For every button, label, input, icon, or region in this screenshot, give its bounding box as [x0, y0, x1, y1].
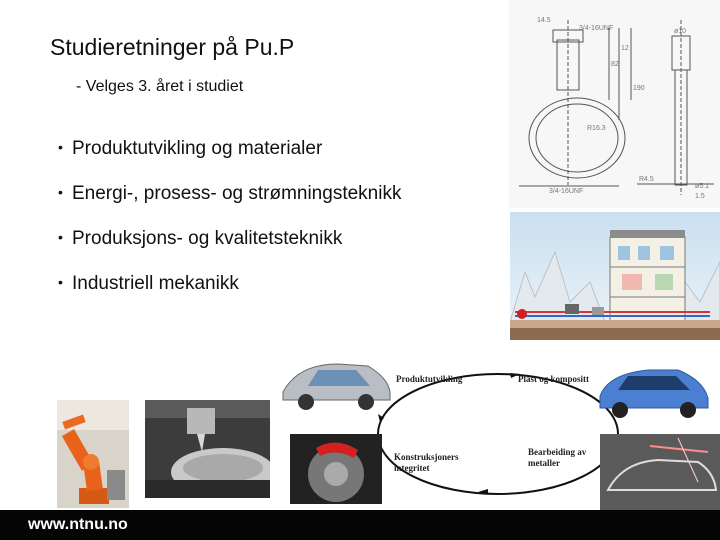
dimension-label: ø5.1	[695, 183, 710, 190]
car-frame-image	[600, 434, 720, 510]
bullet-item	[58, 136, 401, 181]
dimension-label: 3/4-16UNF	[579, 25, 614, 32]
bullet-text: Industriell mekanikk	[72, 273, 239, 294]
label-construction-line1: Konstruksjoners	[394, 452, 459, 462]
slide-title: Studieretninger på Pu.P	[50, 34, 295, 60]
machining-image	[145, 400, 270, 498]
dimension-label: ø10	[674, 28, 687, 35]
bullet-marker: •	[58, 139, 63, 155]
brake-disc-image	[290, 434, 382, 504]
blue-car-image	[600, 370, 708, 418]
label-processing-line2: metaller	[528, 458, 560, 468]
label-product-development: Produktutvikling	[396, 374, 463, 384]
cycle-ring	[378, 374, 618, 494]
label-construction-line2: integritet	[394, 463, 430, 473]
dimension-label: 1.5	[695, 193, 705, 200]
bullet-text: Energi-, prosess- og strømningsteknikk	[72, 183, 402, 204]
bullet-marker: •	[58, 274, 63, 290]
slide-subtitle: - Velges 3. året i studiet	[76, 78, 244, 95]
dimension-label: 3/4-16UNF	[549, 188, 584, 195]
footer-bar	[0, 510, 720, 540]
dimension-label: 190	[633, 85, 645, 92]
footer-url-link[interactable]: www.ntnu.no	[28, 516, 128, 533]
technical-drawing-image	[509, 0, 720, 208]
label-processing-line1: Bearbeiding av	[528, 447, 587, 457]
bullet-item	[58, 226, 401, 271]
industrial-robot-image	[57, 400, 129, 508]
bullet-list	[58, 136, 401, 316]
bullet-item	[58, 181, 401, 226]
bullet-text: Produktutvikling og materialer	[72, 138, 323, 159]
bullet-marker: •	[58, 184, 63, 200]
process-cycle-diagram	[278, 352, 720, 510]
dimension-label: R16.3	[587, 125, 606, 132]
car-cutaway-image	[283, 364, 390, 410]
energy-building-image	[510, 212, 720, 340]
dimension-label: 82	[611, 61, 619, 68]
bullet-marker: •	[58, 229, 63, 245]
label-plastic-composite: Plast og kompositt	[518, 374, 590, 384]
dimension-label: R4.5	[639, 176, 654, 183]
dimension-label: 14.5	[537, 17, 551, 24]
bullet-item	[58, 271, 401, 316]
bullet-text: Produksjons- og kvalitetsteknikk	[72, 228, 343, 249]
dimension-label: 12	[621, 45, 629, 52]
